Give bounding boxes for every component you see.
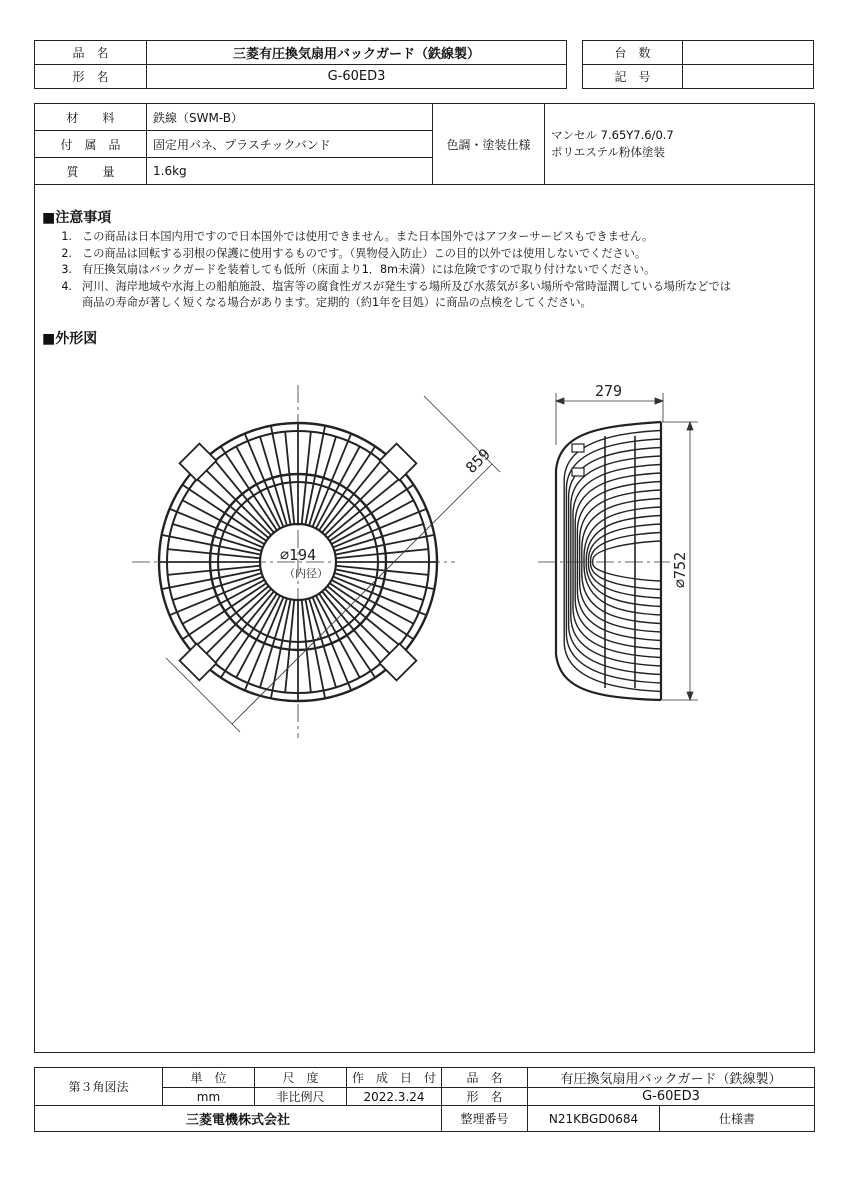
accessory-value: 固定用バネ、プラスチックバンド <box>147 131 433 158</box>
guard-wire <box>325 464 396 535</box>
note-text: この商品は日本国内用ですので日本国外では使用できません。また日本国外ではアフターサービスもできません。 <box>82 230 654 243</box>
dim-752-label: ∅752 <box>671 551 689 588</box>
date-value: 2022.3.24 <box>347 1088 442 1106</box>
date-label: 作 成 日 付 <box>347 1068 442 1088</box>
dim-inner-dia-label: ∅194 <box>280 546 317 564</box>
dim-inner-note-label: （内径） <box>284 567 328 580</box>
unit-label: 単 位 <box>163 1068 255 1088</box>
doc-no-value: N21KBGD0684 <box>528 1106 660 1132</box>
note-num: 2. <box>61 246 72 260</box>
footer-product-name: 有圧換気扇用バックガード（鉄線製） <box>528 1068 815 1088</box>
name-label: 品 名 <box>442 1068 528 1088</box>
doc-type: 仕様書 <box>660 1106 815 1132</box>
model-label-footer: 形 名 <box>442 1088 528 1106</box>
side-wire <box>584 507 661 615</box>
footer-model: G-60ED3 <box>528 1088 815 1106</box>
dim-279-label: 279 <box>595 382 623 400</box>
guard-wire <box>200 464 271 535</box>
projection: 第３角図法 <box>35 1068 163 1106</box>
product-name-value: 三菱有圧換気扇用バックガード（鉄線製） <box>147 41 567 65</box>
guard-wire <box>302 432 311 525</box>
model-value: G-60ED3 <box>147 65 567 89</box>
side-wire <box>588 524 661 598</box>
footer-table <box>34 1067 815 1132</box>
dim-859-label: 859 <box>462 444 494 477</box>
company-name: 三菱電機株式会社 <box>35 1106 442 1132</box>
unit-value: mm <box>163 1088 255 1106</box>
doc-no-label: 整理番号 <box>442 1106 528 1132</box>
mass-label: 質 量 <box>35 158 147 185</box>
note-text: 河川、海岸地域や水海上の船舶施設、塩害等の腐食性ガスが発生する場所及び水蒸気が多い場所や常時湿潤している場所などでは <box>82 279 731 293</box>
side-wire <box>580 490 661 632</box>
side-clip <box>572 468 584 476</box>
guard-wire <box>336 549 429 558</box>
material-label: 材 料 <box>35 104 147 131</box>
note-text: この商品は回転する羽根の保護に使用するものです。（異物侵入防止）この目的以外では使用しないでください。 <box>82 246 647 260</box>
material-value: 鉄線（SWM-B） <box>147 104 433 131</box>
mark-label: 記 号 <box>583 65 683 89</box>
color-line2: ポリエステル粉体塗装 <box>551 145 665 159</box>
notes-title: ■注意事項 <box>42 210 112 226</box>
side-view <box>556 422 661 700</box>
scale-value: 非比例尺 <box>255 1088 347 1106</box>
guard-wire <box>200 589 271 660</box>
note-num: 4. <box>61 279 72 293</box>
guard-wire <box>285 600 294 693</box>
note-text-cont: 商品の寿命が著しく短くなる場合があります。定期的（約1年を目処）に商品の点検をしてください。 <box>82 296 592 309</box>
note-num: 3. <box>61 263 72 276</box>
product-name-label: 品 名 <box>35 41 147 65</box>
guard-wire <box>325 589 396 660</box>
guard-wire <box>285 432 294 525</box>
note-num: 1. <box>61 230 72 243</box>
side-wire <box>582 499 661 624</box>
note-text: 有圧換気扇はバックガードを装着しても低所（床面より1．8m未満）には危険ですので取り付けないでください。 <box>82 263 656 276</box>
guard-wire <box>168 549 261 558</box>
mass-value: 1.6kg <box>147 158 433 185</box>
drawing-title: ■外形図 <box>42 331 98 347</box>
color-label: 色調・塗装仕様 <box>433 104 545 185</box>
model-label: 形 名 <box>35 65 147 89</box>
side-wire <box>593 541 661 581</box>
scale-label: 尺 度 <box>255 1068 347 1088</box>
guard-wire <box>168 566 261 575</box>
quantity-label: 台 数 <box>583 41 683 65</box>
side-clip <box>572 444 584 452</box>
accessory-label: 付 属 品 <box>35 131 147 158</box>
color-line1: マンセル 7.65Y7.6/0.7 <box>551 128 674 142</box>
